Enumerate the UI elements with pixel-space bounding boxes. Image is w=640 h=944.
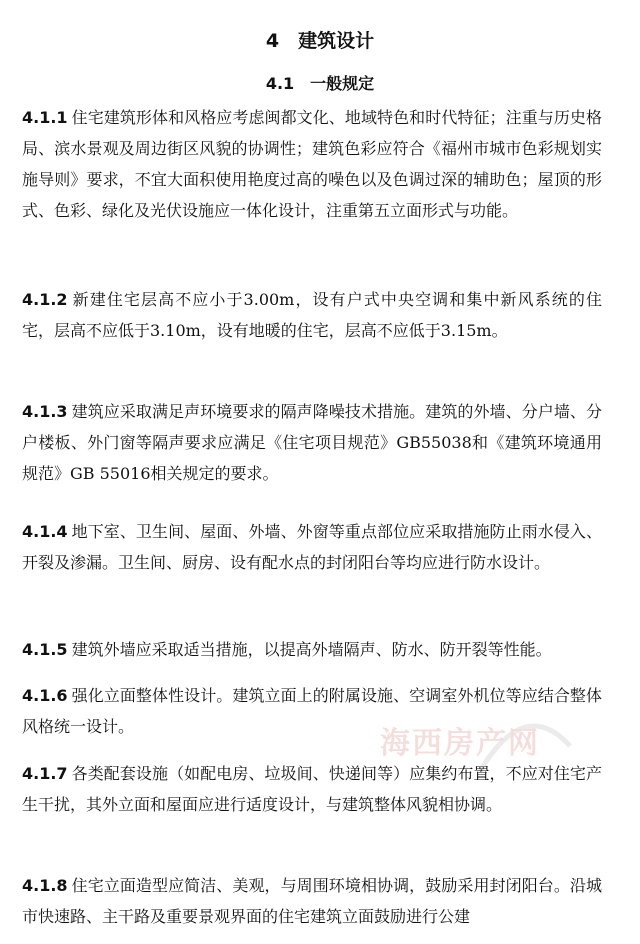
clause-text: 住宅建筑形体和风格应考虑闽都文化、地域特色和时代特征；注重与历史格局、滨水景观及周边街区风貌的协调性；建筑色彩应符合《福州市城市色彩规划实施导则》要求，不宜大面积使用艳度过高的噪色以及色调过深的辅助色；屋顶的形式、色彩、绿化及光伏设施应一体化设计，注重第五立面形式与功能。 (22, 108, 602, 220)
clause-4-1-4 (22, 516, 602, 578)
clause-4-1-2 (22, 284, 602, 346)
clause-text: 各类配套设施（如配电房、垃圾间、快递间等）应集约布置，不应对住宅产生干扰，其外立面和屋面应进行适度设计，与建筑整体风貌相协调。 (22, 764, 602, 814)
clause-4-1-8 (22, 870, 602, 932)
clause-4-1-3 (22, 396, 602, 489)
watermark-text: 海西房产网 (380, 726, 540, 761)
clause-text: 住宅立面造型应简洁、美观，与周围环境相协调，鼓励采用封闭阳台。沿城市快速路、主干路及重要景观界面的住宅建筑立面鼓励进行公建 (22, 876, 602, 926)
clause-4-1-1 (22, 102, 602, 226)
section-title: 4.1 一般规定 (265, 74, 375, 93)
watermark (380, 718, 580, 778)
clause-number: 4.1.5 (22, 640, 68, 659)
chapter-title: 4 建筑设计 (265, 30, 375, 52)
clause-number: 4.1.2 (22, 290, 68, 309)
clause-number: 4.1.7 (22, 764, 68, 783)
clause-number: 4.1.8 (22, 876, 68, 895)
clause-number: 4.1.6 (22, 686, 68, 705)
clause-text: 强化立面整体性设计。建筑立面上的附属设施、空调室外机位等应结合整体风格统一设计。 (22, 686, 602, 736)
clause-4-1-5 (22, 634, 602, 665)
clause-number: 4.1.3 (22, 402, 68, 421)
clause-number: 4.1.4 (22, 522, 68, 541)
clause-text: 新建住宅层高不应小于3.00m，设有户式中央空调和集中新风系统的住宅，层高不应低于3.10m，设有地暖的住宅，层高不应低于3.15m。 (22, 290, 602, 340)
clause-text: 地下室、卫生间、屋面、外墙、外窗等重点部位应采取措施防止雨水侵入、开裂及渗漏。卫生间、厨房、设有配水点的封闭阳台等均应进行防水设计。 (22, 522, 602, 572)
clause-text: 建筑应采取满足声环境要求的隔声降噪技术措施。建筑的外墙、分户墙、分户楼板、外门窗等隔声要求应满足《住宅项目规范》GB55038和《建筑环境通用规范》GB 55016相关规定的要求。 (22, 402, 602, 483)
clause-number: 4.1.1 (22, 108, 68, 127)
clause-text: 建筑外墙应采取适当措施，以提高外墙隔声、防水、防开裂等性能。 (71, 640, 552, 659)
